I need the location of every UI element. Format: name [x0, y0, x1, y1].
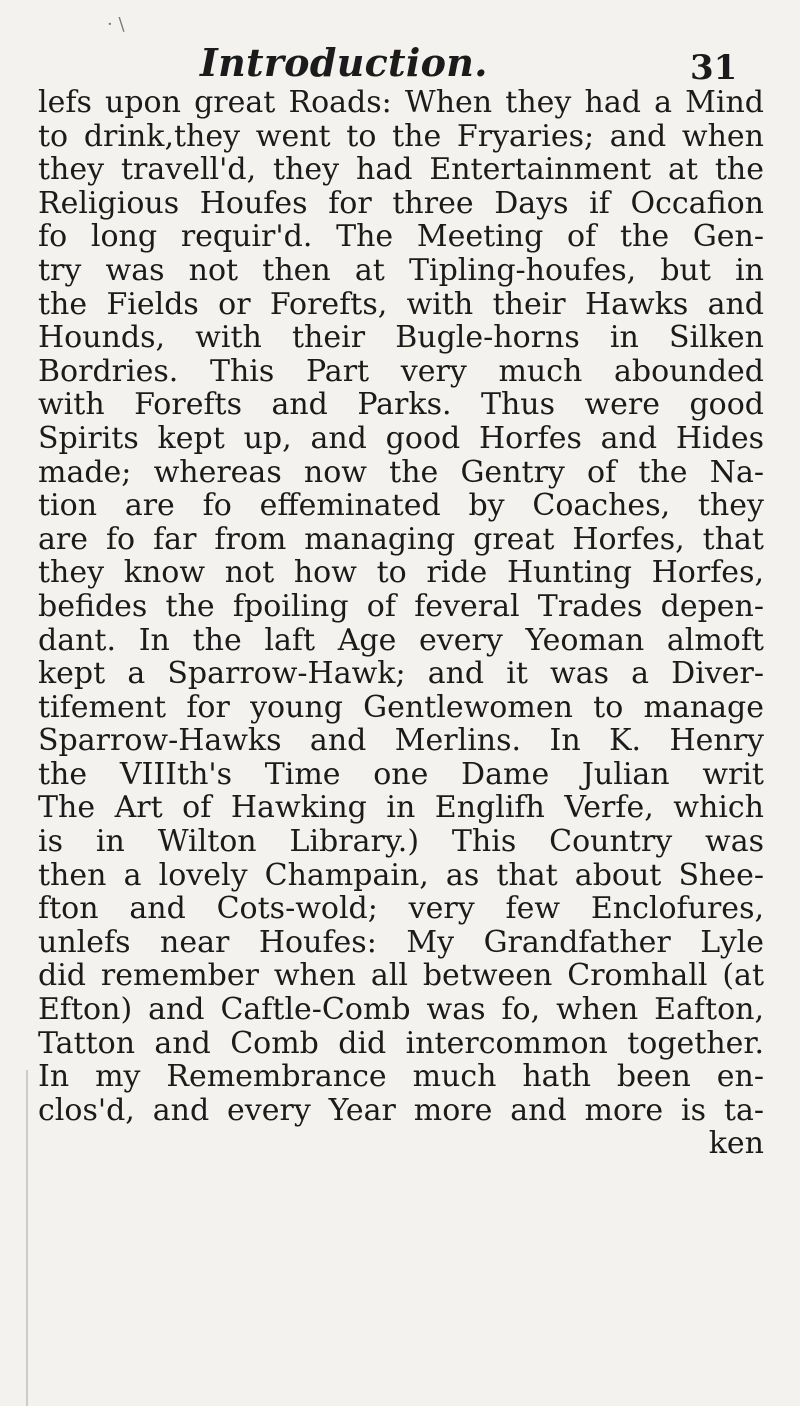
text-line: they travell'd, they had Entertainment at the	[38, 153, 764, 187]
text-line: did remember when all between Cromhall (at	[38, 959, 764, 994]
text-line: they know not how to ride Hunting Horfes,	[38, 556, 764, 590]
text-line: Hounds, with their Bugle-horns in Silken	[38, 321, 764, 355]
text-line: with Forefts and Parks. Thus were good	[38, 388, 764, 422]
text-line: The Art of Hawking in Englifh Verfe, which	[38, 791, 764, 826]
text-line: fton and Cots-wold; very few Enclofures,	[38, 892, 764, 926]
text-line: to drink,they went to the Fryaries; and when	[38, 119, 764, 154]
text-line: the VIIIth's Time one Dame Julian writ	[38, 757, 764, 792]
text-line: Religious Houfes for three Days if Occafion	[38, 186, 764, 221]
text-line: Efton) and Caftle-Comb was fo, when Eafton,	[38, 993, 764, 1027]
text-line: made; whereas now the Gentry of the Na-	[38, 455, 764, 490]
text-line: In my Remembrance much hath been en-	[38, 1060, 764, 1094]
text-line: try was not then at Tipling-houfes, but in	[38, 253, 764, 288]
text-line: unlefs near Houfes: My Grandfather Lyle	[38, 925, 764, 960]
text-line: Spirits kept up, and good Horfes and Hides	[38, 421, 764, 456]
stray-mark: · \	[107, 14, 125, 35]
binding-shadow	[26, 1070, 28, 1406]
running-header	[0, 14, 800, 88]
text-line: tifement for young Gentlewomen to manage	[38, 690, 764, 725]
text-line: Sparrow-Hawks and Merlins. In K. Henry	[38, 724, 764, 758]
text-line: clos'd, and every Year more and more is ta-	[38, 1093, 764, 1128]
text-line: befides the fpoiling of feveral Trades depen-	[38, 589, 764, 624]
text-line: lefs upon great Roads: When they had a Mind	[38, 86, 764, 120]
text-line: the Fields or Forefts, with their Hawks and	[38, 287, 764, 322]
text-line: are fo far from managing great Horfes, that	[38, 522, 764, 557]
page-number: 31	[690, 48, 738, 88]
text-line: dant. In the laft Age every Yeoman almoft	[38, 623, 764, 658]
text-line: tion are fo effeminated by Coaches, they	[38, 489, 764, 523]
text-line: Bordries. This Part very much abounded	[38, 354, 764, 389]
text-line: then a lovely Champain, as that about Shee-	[38, 858, 764, 893]
text-line: Tatton and Comb did intercommon together.	[38, 1026, 764, 1061]
text-line: kept a Sparrow-Hawk; and it was a Diver-	[38, 657, 764, 691]
text-line: is in Wilton Library.) This Country was	[38, 825, 764, 859]
catchword: ken	[708, 1127, 764, 1161]
running-title: Introduction.	[200, 40, 488, 85]
text-line: fo long requir'd. The Meeting of the Gen-	[38, 220, 764, 254]
body-text	[38, 86, 764, 1161]
